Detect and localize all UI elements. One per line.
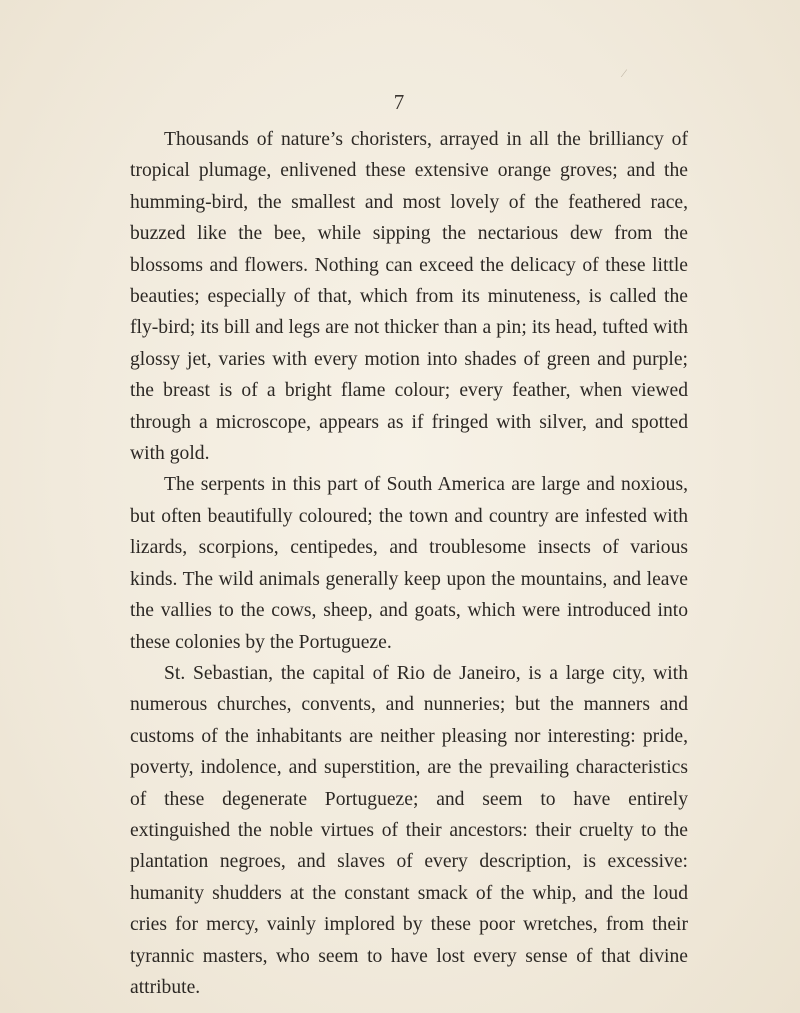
- pencil-mark: ⁄: [623, 66, 626, 80]
- paragraph-hummingbirds: Thousands of nature’s choristers, arrayed in all the brilliancy of tropical plumage, enlivened these extensive orange groves; and the humming-bird, the smallest and most lovely of the feathered race, buzzed like the bee, while sipping the nectarious dew from the blossoms and flowers. Nothing can exceed the delicacy of these little beauties; especially of that, which from its minuteness, is called the fly-bird; its bill and legs are not thicker than a pin; its head, tufted with glossy jet, varies with every motion into shades of green and purple; the breast is of a bright flame colour; every feather, when viewed through a microscope, appears as if fringed with silver, and spotted with gold.: [130, 129, 688, 465]
- body-text: [130, 124, 688, 1003]
- page-number: 7: [393, 90, 405, 114]
- paragraph-st-sebastian: St. Sebastian, the capital of Rio de Janeiro, is a large city, with numerous churches, convents, and nunneries; but the manners and customs of the inhabitants are neither pleasing nor interesting: pride, poverty, indolence, and superstition, are the prevailing characteristics of these degenerate Portugueze; and seem to have entirely extinguished the noble virtues of their ancestors: their cruelty to the plantation negroes, and slaves of every description, is excessive: humanity shudders at the constant smack of the whip, and the loud cries for mercy, vainly implored by these poor wretches, from their tyrannic masters, who seem to have lost every sense of that divine attribute.: [130, 662, 688, 998]
- paragraph-serpents: The serpents in this part of South America are large and noxious, but often beautifully coloured; the town and country are infested with lizards, scorpions, centipedes, and troublesome insects of various kinds. The wild animals generally keep upon the mountains, and leave the vallies to the cows, sheep, and goats, which were introduced into these colonies by the Portugueze.: [130, 474, 688, 653]
